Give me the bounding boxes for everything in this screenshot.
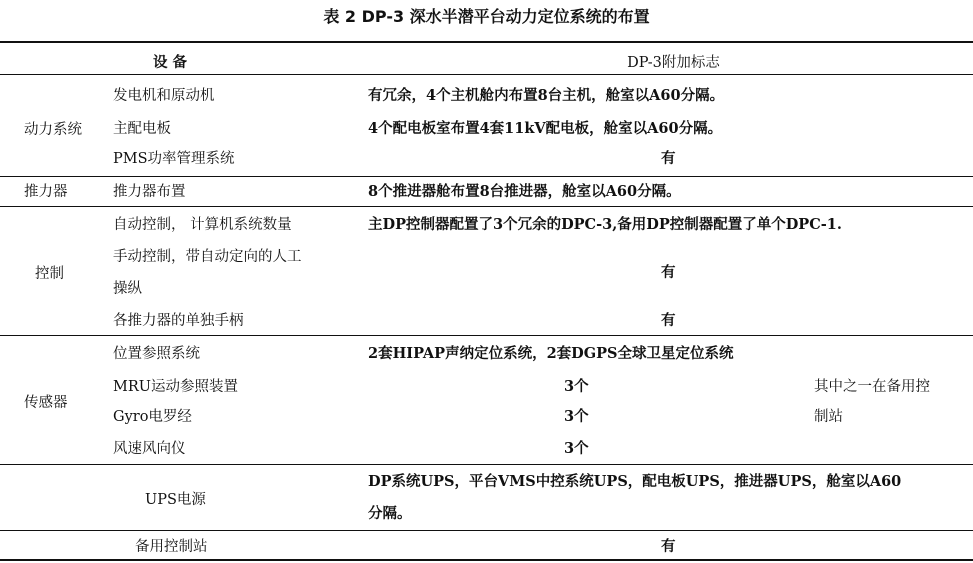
value-switchboard: 4个配电板室布置4套11kV配电板，舱室以A60分隔。 [368, 120, 723, 137]
value-gyro: 3个 [564, 408, 589, 425]
value-thruster-layout: 8个推进器舱布置8台推进器，舱室以A60分隔。 [368, 183, 681, 200]
group-rule-sensor [0, 464, 973, 465]
value-wind-sensor: 3个 [564, 440, 589, 457]
item-position-reference: 位置参照系统 [113, 346, 200, 362]
table-top-rule [0, 41, 973, 43]
value-position-reference: 2套HIPAP声纳定位系统，2套DGPS全球卫星定位系统 [368, 345, 734, 362]
value-ups-line1: DP系统UPS，平台VMS中控系统UPS，配电板UPS，推进器UPS，舱室以A60 [368, 473, 902, 490]
group-label-sensor: 传感器 [24, 395, 68, 411]
group-label-ups: UPS电源 [145, 492, 206, 508]
value-manual-control: 有 [661, 264, 676, 281]
value-mru: 3个 [564, 378, 589, 395]
header-rule [0, 74, 973, 75]
item-auto-control: 自动控制， 计算机系统数量 [113, 217, 292, 233]
group-label-power: 动力系统 [24, 122, 82, 138]
group-rule-thruster [0, 206, 973, 207]
group-label-thruster: 推力器 [24, 184, 68, 200]
item-joystick: 各推力器的单独手柄 [113, 313, 244, 329]
value-backup: 有 [661, 538, 676, 555]
item-thruster-layout: 推力器布置 [113, 184, 186, 200]
item-generator: 发电机和原动机 [113, 88, 215, 104]
item-manual-control-line2: 操纵 [113, 281, 142, 297]
item-wind-sensor: 风速风向仪 [113, 441, 186, 457]
sensor-note-line2: 制站 [814, 409, 843, 425]
header-notation: DP-3附加标志 [627, 55, 720, 71]
item-gyro: Gyro电罗经 [113, 409, 192, 425]
group-label-backup: 备用控制站 [135, 539, 208, 555]
group-rule-control [0, 335, 973, 336]
value-ups-line2: 分隔。 [368, 505, 412, 522]
group-rule-ups [0, 530, 973, 531]
table-title: 表 2 DP-3 深水半潜平台动力定位系统的布置 [323, 7, 650, 26]
group-label-control: 控制 [35, 266, 64, 282]
group-rule-power [0, 176, 973, 177]
sensor-note-line1: 其中之一在备用控 [814, 379, 930, 395]
item-switchboard: 主配电板 [113, 121, 171, 137]
item-manual-control-line1: 手动控制，带自动定向的人工 [113, 249, 302, 265]
value-auto-control: 主DP控制器配置了3个冗余的DPC-3,备用DP控制器配置了单个DPC-1. [368, 216, 842, 233]
value-joystick: 有 [661, 312, 676, 329]
value-generator: 有冗余，4个主机舱内布置8台主机，舱室以A60分隔。 [368, 87, 725, 104]
table-bottom-rule [0, 559, 973, 561]
item-mru: MRU运动参照装置 [113, 379, 238, 395]
value-pms: 有 [661, 150, 676, 167]
header-equipment: 设 备 [153, 54, 188, 71]
item-pms: PMS功率管理系统 [113, 151, 235, 167]
